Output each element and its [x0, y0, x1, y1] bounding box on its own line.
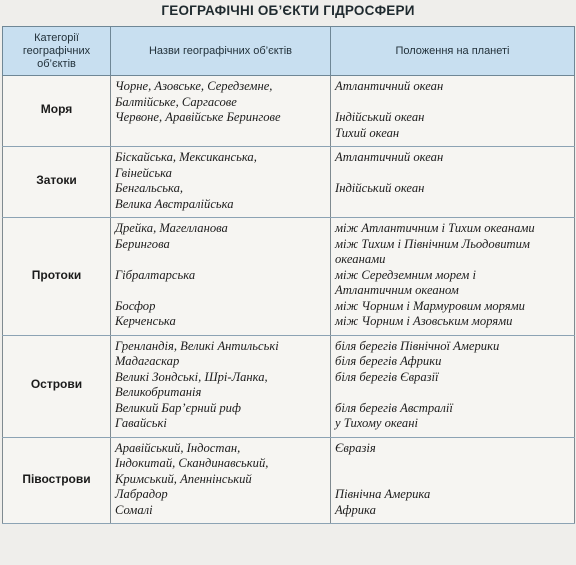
position-line: між Атлантичним і Тихим океанами: [335, 221, 535, 235]
table-row: [3, 335, 575, 437]
names-line: Індокитай, Скандинавський,: [115, 456, 269, 470]
names-line: Дрейка, Магелланова: [115, 221, 228, 235]
table-row: [3, 147, 575, 218]
position-line: [335, 456, 570, 472]
names-line: Лабрадор: [115, 487, 168, 501]
names-line: Берингова: [115, 236, 170, 251]
category-cell: Острови: [3, 335, 111, 437]
position-line: Євразія: [335, 440, 376, 455]
position-cell: [331, 437, 575, 524]
names-line: Босфор: [115, 298, 156, 313]
names-line: Гренландія, Великі Антильські: [115, 338, 279, 353]
position-line: Північна Америка: [335, 487, 431, 501]
names-line: Керченська: [115, 314, 176, 328]
position-line: між Тихим і Північним Льодовитим: [335, 236, 530, 251]
names-line: Великобританія: [115, 385, 202, 399]
position-line: Африка: [335, 502, 376, 517]
names-line: Гібралтарська: [115, 267, 196, 282]
names-cell: [111, 147, 331, 218]
names-line: Великі Зондські, Шрі-Ланка,: [115, 369, 268, 384]
position-cell: [331, 335, 575, 437]
position-line: біля берегів Євразії: [335, 369, 439, 384]
table-row: [3, 76, 575, 147]
names-line: Біскайська, Мексиканська,: [115, 150, 257, 164]
names-line: Чорне, Азовське, Середземне,: [115, 79, 273, 93]
names-line: Кримський, Апеннінський: [115, 471, 252, 486]
category-cell: Затоки: [3, 147, 111, 218]
position-cell: [331, 218, 575, 336]
names-line: Гавайські: [115, 416, 167, 430]
names-line: Бенгальська,: [115, 181, 184, 195]
position-line: Індійський океан: [335, 181, 425, 195]
names-line: Великий Бар’єрний риф: [115, 400, 241, 415]
position-line: між Чорним і Мармуровим морями: [335, 298, 525, 313]
position-line: біля берегів Африки: [335, 354, 442, 368]
category-cell: Протоки: [3, 218, 111, 336]
position-line: Тихий океан: [335, 125, 400, 140]
position-cell: [331, 147, 575, 218]
header-position: Положення на планеті: [331, 27, 575, 76]
page-title: ГЕОГРАФІЧНІ ОБ’ЄКТИ ГІДРОСФЕРИ: [161, 3, 415, 18]
position-line: між Чорним і Азовським морями: [335, 314, 513, 328]
position-line: [335, 166, 570, 182]
names-line: Балтійське, Саргасове: [115, 94, 237, 109]
header-category: Категорії географічних об’єктів: [3, 27, 111, 76]
position-line: [335, 197, 570, 213]
names-cell: [111, 76, 331, 147]
names-line: Мадагаскар: [115, 354, 180, 368]
names-cell: [111, 218, 331, 336]
position-line: океанами: [335, 252, 386, 266]
position-line: Атлантичний океан: [335, 150, 444, 164]
names-line: [115, 283, 326, 299]
position-line: [335, 95, 570, 111]
position-line: Індійський океан: [335, 110, 425, 124]
position-line: [335, 385, 570, 401]
position-line: між Середземним морем і: [335, 267, 476, 282]
position-line: у Тихому океані: [335, 416, 418, 430]
names-line: Велика Австралійська: [115, 196, 234, 211]
names-line: Аравійський, Індостан,: [115, 440, 241, 455]
position-line: біля берегів Північної Америки: [335, 338, 500, 353]
table-row: [3, 218, 575, 336]
position-line: біля берегів Австралії: [335, 400, 453, 415]
position-line: Атлантичним океаном: [335, 283, 459, 297]
category-cell: Півострови: [3, 437, 111, 524]
table-header-row: [3, 27, 575, 76]
position-line: Атлантичний океан: [335, 79, 444, 93]
names-cell: [111, 437, 331, 524]
position-cell: [331, 76, 575, 147]
position-line: [335, 472, 570, 488]
names-line: Червоне, Аравійське Берингове: [115, 110, 281, 124]
names-line: [115, 252, 326, 268]
hydrosphere-table: [2, 26, 575, 524]
category-cell: Моря: [3, 76, 111, 147]
table-row: [3, 437, 575, 524]
names-line: Гвінейська: [115, 165, 172, 180]
names-cell: [111, 335, 331, 437]
header-names: Назви географічних об’єктів: [111, 27, 331, 76]
names-line: Сомалі: [115, 502, 153, 517]
names-line: [115, 126, 326, 142]
